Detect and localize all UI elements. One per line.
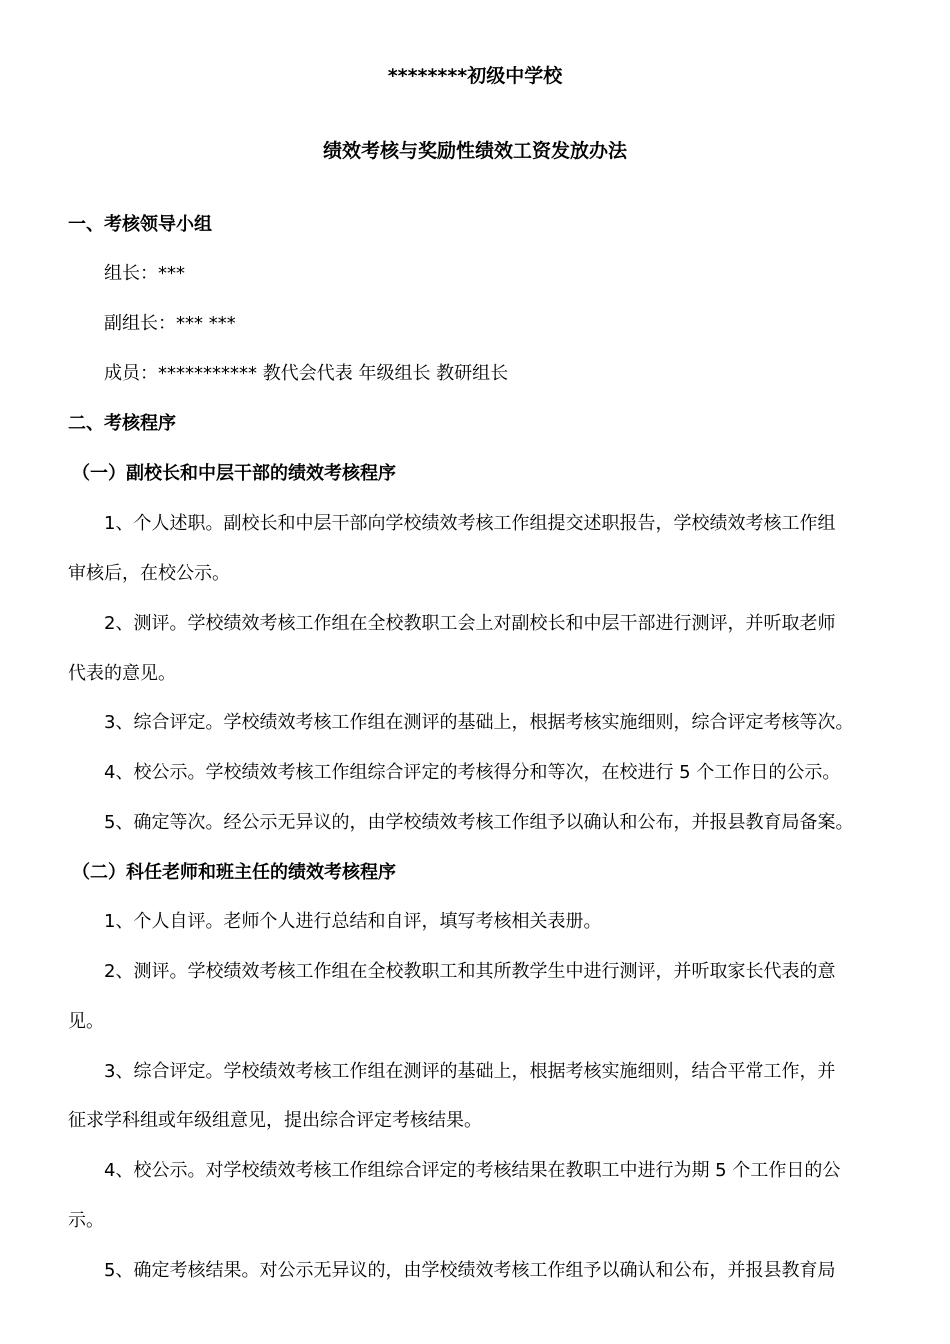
part1-paragraph-5: 5、确定等次。经公示无异议的，由学校绩效考核工作组予以确认和公布，并报县教育局备案。 <box>104 812 854 833</box>
group-members: 成员：*********** 教代会代表 年级组长 教研组长 <box>104 363 509 384</box>
school-name: ********初级中学校 <box>387 65 563 87</box>
part2-paragraph-4-line-1: 4、校公示。对学校绩效考核工作组综合评定的考核结果在教职工中进行为期 5 个工作日的公 <box>104 1160 841 1181</box>
part1-paragraph-1-line-1: 1、个人述职。副校长和中层干部向学校绩效考核工作组提交述职报告，学校绩效考核工作组 <box>104 513 836 534</box>
part1-heading: （一）副校长和中层干部的绩效考核程序 <box>72 463 396 484</box>
part2-paragraph-1: 1、个人自评。老师个人进行总结和自评，填写考核相关表册。 <box>104 911 602 932</box>
part2-paragraph-2-line-2: 见。 <box>68 1011 104 1032</box>
part2-heading: （二）科任老师和班主任的绩效考核程序 <box>72 862 396 883</box>
group-leader: 组长：*** <box>104 263 185 284</box>
part1-paragraph-3: 3、综合评定。学校绩效考核工作组在测评的基础上，根据考核实施细则，综合评定考核等次。 <box>104 712 854 733</box>
part2-paragraph-3-line-2: 征求学科组或年级组意见，提出综合评定考核结果。 <box>68 1110 482 1131</box>
section2-heading: 二、考核程序 <box>68 413 176 434</box>
group-deputy: 副组长：*** *** <box>104 313 236 334</box>
part1-paragraph-4: 4、校公示。学校绩效考核工作组综合评定的考核得分和等次，在校进行 5 个工作日的公示。 <box>104 762 841 783</box>
part1-paragraph-2-line-1: 2、测评。学校绩效考核工作组在全校教职工会上对副校长和中层干部进行测评，并听取老师 <box>104 613 836 634</box>
part2-paragraph-2-line-1: 2、测评。学校绩效考核工作组在全校教职工和其所教学生中进行测评，并听取家长代表的意 <box>104 961 836 982</box>
part2-paragraph-3-line-1: 3、综合评定。学校绩效考核工作组在测评的基础上，根据考核实施细则，结合平常工作，并 <box>104 1061 836 1082</box>
part2-paragraph-5-line-1: 5、确定考核结果。对公示无异议的，由学校绩效考核工作组予以确认和公布，并报县教育局 <box>104 1260 836 1281</box>
document-title: 绩效考核与奖励性绩效工资发放办法 <box>322 140 627 162</box>
part1-paragraph-1-line-2: 审核后，在校公示。 <box>68 563 230 584</box>
part2-paragraph-4-line-2: 示。 <box>68 1210 104 1231</box>
section1-heading: 一、考核领导小组 <box>68 214 212 235</box>
part1-paragraph-2-line-2: 代表的意见。 <box>68 663 176 684</box>
